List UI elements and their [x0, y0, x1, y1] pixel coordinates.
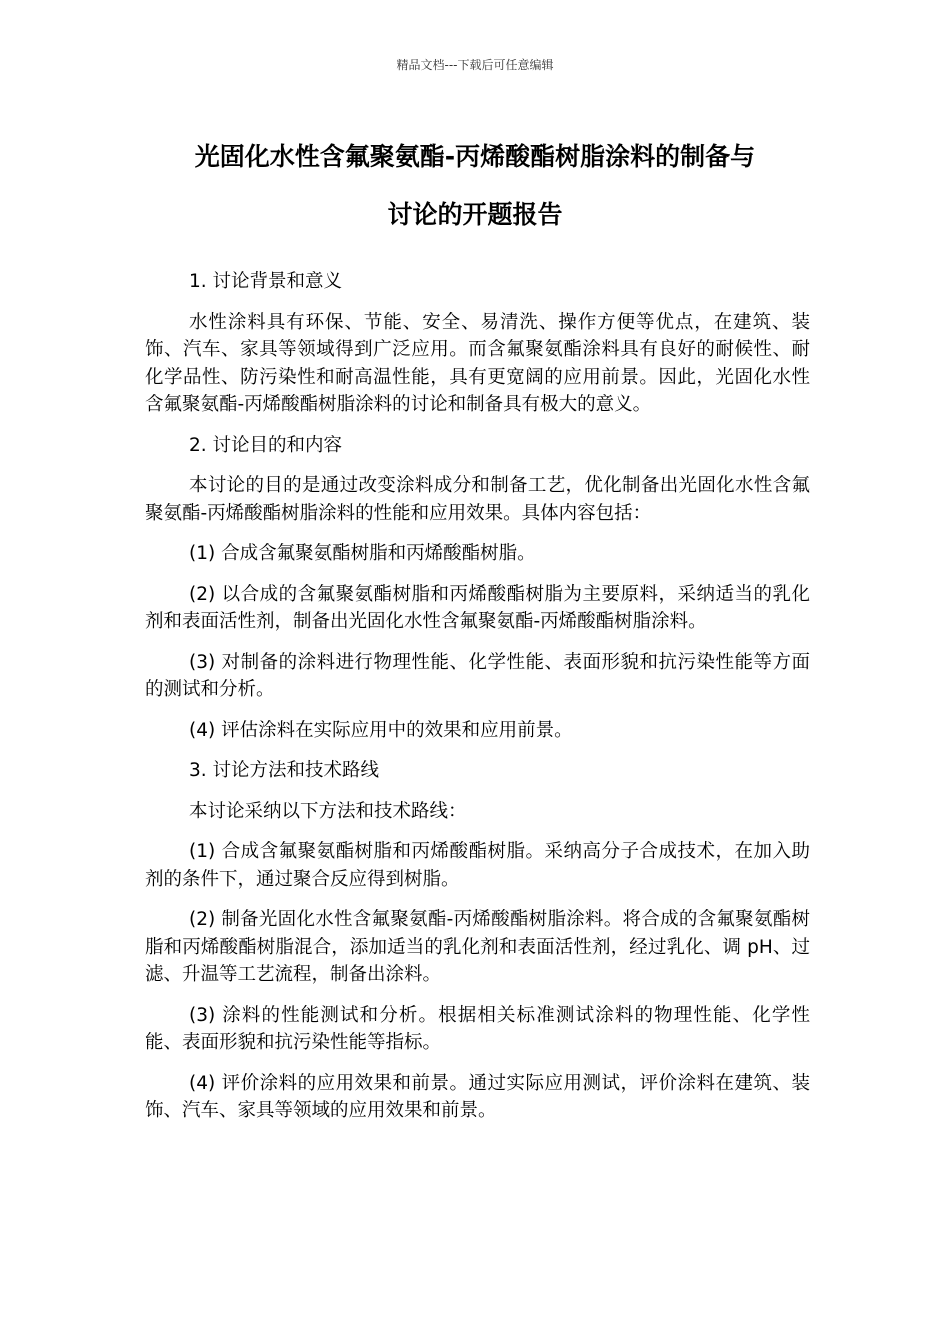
section-heading-methods: 3. 讨论方法和技术路线 — [189, 760, 380, 781]
title-line-2: 讨论的开题报告 — [387, 200, 563, 229]
content-item-3: (3) 对制备的涂料进行物理性能、化学性能、表面形貌和抗污染性能等方面的测试和分析。 — [145, 651, 810, 700]
method-item-4: (4) 评价涂料的应用效果和前景。通过实际应用测试，评价涂料在建筑、装饰、汽车、家具等领域的应用效果和前景。 — [145, 1072, 810, 1121]
paragraph-background: 水性涂料具有环保、节能、安全、易清洗、操作方便等优点，在建筑、装饰、汽车、家具等领域得到广泛应用。而含氟聚氨酯涂料具有良好的耐候性、耐化学品性、防污染性和耐高温性能，具有更宽阔的应用前景。因此，光固化水性含氟聚氨酯-丙烯酸酯树脂涂料的讨论和制备具有极大的意义。 — [145, 311, 810, 415]
method-item-3: (3) 涂料的性能测试和分析。根据相关标准测试涂料的物理性能、化学性能、表面形貌和抗污染性能等指标。 — [145, 1004, 810, 1053]
page-header: 精品文档---下载后可任意编辑 — [396, 58, 554, 72]
content-item-1: (1) 合成含氟聚氨酯树脂和丙烯酸酯树脂。 — [189, 543, 536, 564]
title-line-1: 光固化水性含氟聚氨酯-丙烯酸酯树脂涂料的制备与 — [194, 142, 756, 171]
method-item-1: (1) 合成含氟聚氨酯树脂和丙烯酸酯树脂。采纳高分子合成技术，在加入助剂的条件下，通过聚合反应得到树脂。 — [145, 841, 810, 890]
content-item-2: (2) 以合成的含氟聚氨酯树脂和丙烯酸酯树脂为主要原料，采纳适当的乳化剂和表面活性剂，制备出光固化水性含氟聚氨酯-丙烯酸酯树脂涂料。 — [145, 583, 810, 632]
section-heading-background: 1. 讨论背景和意义 — [189, 271, 343, 292]
method-item-2: (2) 制备光固化水性含氟聚氨酯-丙烯酸酯树脂涂料。将合成的含氟聚氨酯树脂和丙烯酸酯树脂混合，添加适当的乳化剂和表面活性剂，经过乳化、调 pH、过滤、升温等工艺流程，制备出涂料。 — [145, 909, 810, 985]
document-title — [120, 128, 830, 244]
document-body — [145, 268, 810, 1138]
content-item-4: (4) 评估涂料在实际应用中的效果和应用前景。 — [189, 719, 573, 741]
paragraph-purpose: 本讨论的目的是通过改变涂料成分和制备工艺，优化制备出光固化水性含氟聚氨酯-丙烯酸酯树脂涂料的性能和应用效果。具体内容包括： — [145, 475, 810, 524]
paragraph-methods-intro: 本讨论采纳以下方法和技术路线： — [189, 800, 467, 822]
section-heading-purpose: 2. 讨论目的和内容 — [189, 434, 343, 456]
